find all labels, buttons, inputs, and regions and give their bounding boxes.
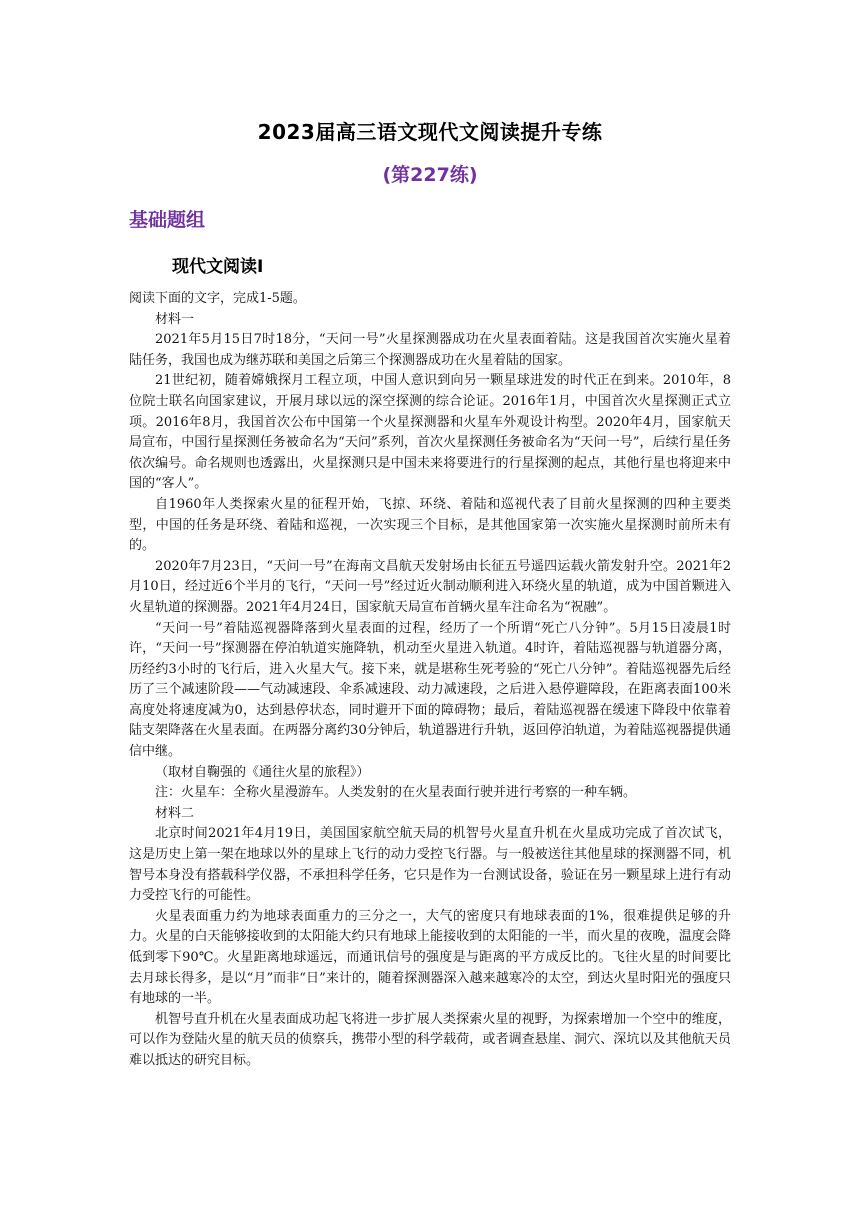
material-one-label: 材料一: [155, 311, 195, 327]
material-one-paragraph: “天问一号”着陆巡视器降落到火星表面的过程，经历了一个所谓“死亡八分钟”。5月15日凌晨1时许，“天问一号”探测器在停泊轨道实施降轨，机动至火星进入轨道。4时许，着陆巡视器与轨道器分离，历经约3小时的飞行后，进入火星大气。接下来，就是堪称生死考验的“死亡八分钟”。着陆巡视器先后经历了三个减速阶段——气动减速段、伞系减速段、动力减速段，之后进入悬停避障段，在距离表面100米高度处将速度减为0，达到悬停状态，同时避开下面的障碍物；最后，着陆巡视器在缓速下降段中依靠着陆支架降落在火星表面。在两器分离约30分钟后，轨道器进行升轨，返回停泊轨道，为着陆巡视器提供通信中继。: [129, 620, 731, 760]
reading-passage: [129, 289, 731, 1072]
section-heading: 基础题组: [129, 209, 206, 231]
material-one-note: 注：火星车：全称火星漫游车。人类发射的在火星表面行驶并进行考察的一种车辆。: [155, 785, 637, 801]
material-one-paragraph: 自1960年人类探索火星的征程开始，飞掠、环绕、着陆和巡视代表了目前火星探测的四种主要类型，中国的任务是环绕、着陆和巡视，一次实现三个目标，是其他国家第一次实施火星探测时前所未有的。: [129, 496, 731, 554]
document-subtitle: (第227练): [382, 164, 478, 186]
material-two-paragraph: 机智号直升机在火星表面成功起飞将进一步扩展人类探索火星的视野，为探索增加一个空中的维度，可以作为登陆火星的航天员的侦察兵，携带小型的科学载荷，或者调查悬崖、洞穴、深坑以及其他航天员难以抵达的研究目标。: [129, 1011, 731, 1068]
material-two-paragraph: 北京时间2021年4月19日，美国国家航空航天局的机智号火星直升机在火星成功完成了首次试飞，这是历史上第一架在地球以外的星球上飞行的动力受控飞行器。与一般被送往其他星球的探测器不同，机智号本身没有搭载科学仪器，不承担科学任务，它只是作为一台测试设备，验证在另一颗星球上进行有动力受控飞行的可能性。: [129, 826, 731, 904]
part-heading: 现代文阅读Ⅰ: [172, 257, 264, 277]
material-two-label: 材料二: [155, 805, 195, 821]
material-one-source: （取材自鞠强的《通往火星的旅程》）: [155, 764, 370, 780]
instruction-text: 阅读下面的文字，完成1-5题。: [129, 291, 306, 306]
material-two-paragraph: 火星表面重力约为地球表面重力的三分之一，大气的密度只有地球表面的1%，很难提供足够的升力。火星的白天能够接收到的太阳能大约只有地球上能接收到的太阳能的一半，而火星的夜晚，温度会降低到零下90℃。火星距离地球遥远，而通讯信号的强度是与距离的平方成反比的。飞往火星的时间要比去月球长得多，是以“月”而非“日”来计的，随着探测器深入越来越寒冷的太空，到达火星时阳光的强度只有地球的一半。: [129, 908, 731, 1007]
document-title: 2023届高三语文现代文阅读提升专练: [257, 120, 603, 144]
material-one-paragraph: 2021年5月15日7时18分，“天问一号”火星探测器成功在火星表面着陆。这是我国首次实施火星着陆任务，我国也成为继苏联和美国之后第三个探测器成功在火星着陆的国家。: [129, 332, 731, 368]
material-one-paragraph: 21世纪初，随着嫦娥探月工程立项，中国人意识到向另一颗星球进发的时代正在到来。2010年，8位院士联名向国家建议，开展月球以远的深空探测的综合论证。2016年1月，中国首次火星探测正式立项。2016年8月，我国首次公布中国第一个火星探测器和火星车外观设计构型。2020年4月，国家航天局宣布，中国行星探测任务被命名为“天问”系列，首次火星探测任务被命名为“天问一号”，后续行星任务依次编号。命名规则也透露出，火星探测只是中国未来将要进行的行星探测的起点，其他行星也将迎来中国的“客人”。: [129, 373, 731, 492]
material-one-paragraph: 2020年7月23日，“天问一号”在海南文昌航天发射场由长征五号遥四运载火箭发射升空。2021年2月10日，经过近6个半月的飞行，“天问一号”经过近火制动顺利进入环绕火星的轨道，成为中国首颗进入火星轨道的探测器。2021年4月24日，国家航天局宣布首辆火星车注命名为“祝融”。: [129, 558, 731, 615]
